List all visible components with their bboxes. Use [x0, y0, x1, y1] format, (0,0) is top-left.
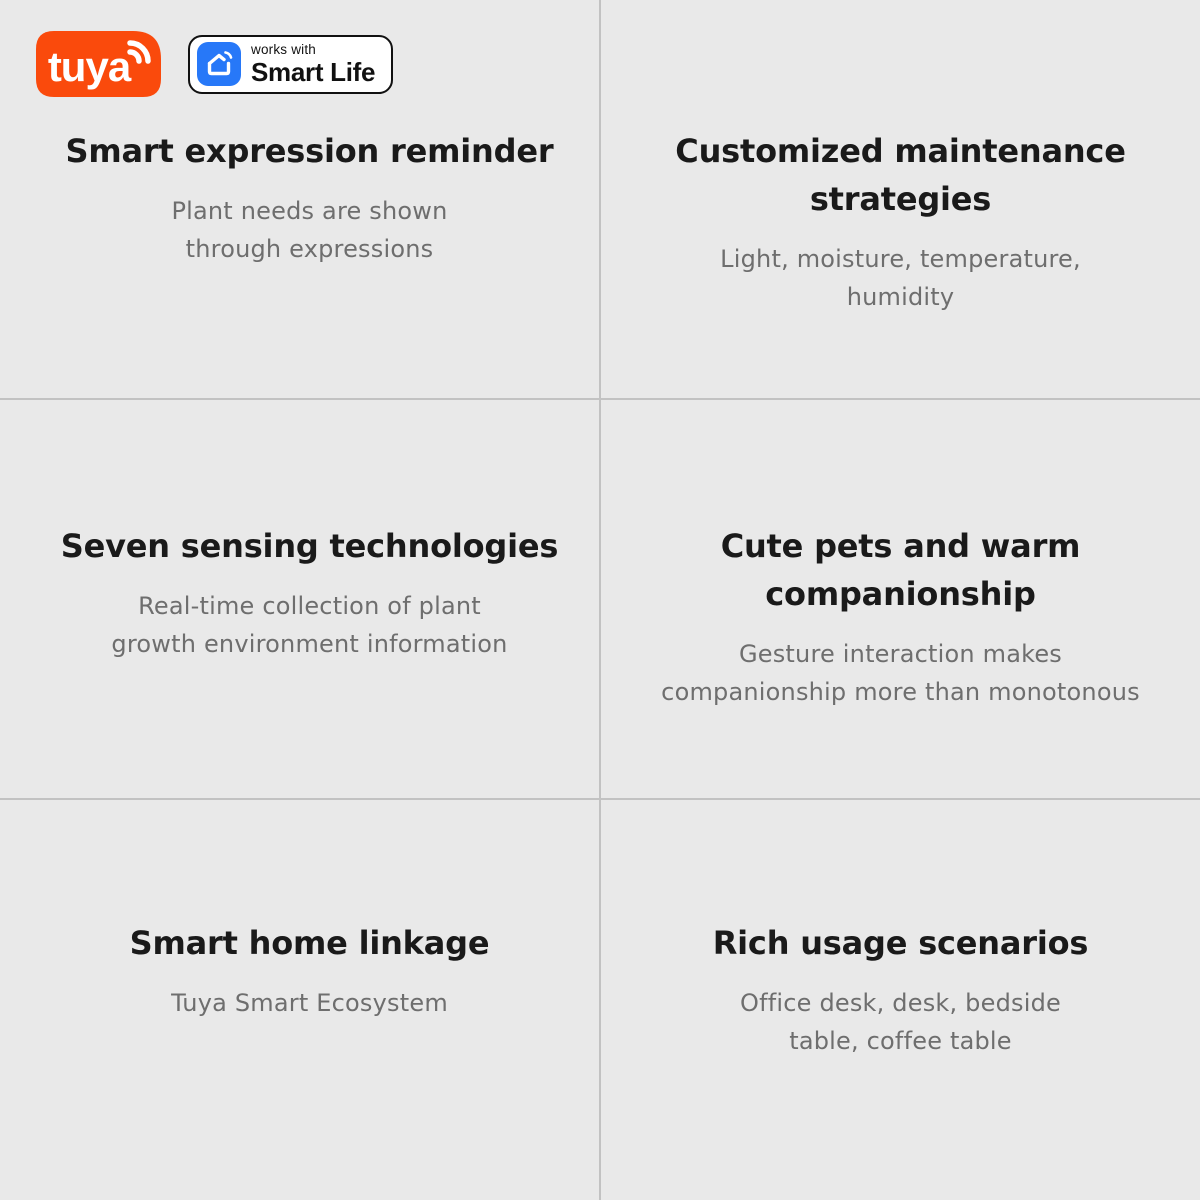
feature-subtitle-line: growth environment information: [111, 630, 508, 658]
feature-title-line: Customized maintenance: [675, 132, 1126, 170]
feature-title-line: Seven sensing technologies: [60, 527, 559, 565]
feature-subtitle-line: Gesture interaction makes: [738, 640, 1063, 668]
tuya-logo: [36, 31, 161, 97]
feature-title-line: Smart expression reminder: [65, 132, 554, 170]
feature-title: [10, 127, 599, 175]
feature-title-line: Smart home linkage: [129, 924, 490, 962]
feature-title: [10, 522, 599, 570]
smart-life-badge: [188, 35, 393, 94]
feature-subtitle: [10, 984, 599, 1022]
feature-subtitle-line: Plant needs are shown: [171, 197, 448, 225]
feature-subtitle: [10, 587, 599, 663]
feature-title-line: companionship: [765, 575, 1036, 613]
feature-cell-smart-expression-reminder: [0, 0, 599, 398]
feature-subtitle-line: table, coffee table: [789, 1027, 1012, 1055]
feature-title: [601, 522, 1200, 618]
badge-text: [251, 42, 375, 86]
feature-subtitle: [601, 240, 1200, 316]
feature-title: [10, 919, 599, 967]
feature-subtitle-line: companionship more than monotonous: [661, 678, 1140, 706]
feature-subtitle-line: Light, moisture, temperature,: [720, 245, 1081, 273]
feature-text: [601, 522, 1200, 711]
tuya-wordmark: tuya: [47, 43, 131, 90]
feature-title: [601, 127, 1200, 223]
feature-subtitle: [601, 635, 1200, 711]
feature-text: [10, 127, 599, 268]
feature-text: [10, 522, 599, 663]
feature-title-line: Cute pets and warm: [720, 527, 1081, 565]
feature-title-line: strategies: [809, 180, 992, 218]
badge-works-with-label: works with: [251, 42, 317, 57]
feature-cell-smart-home-linkage: [0, 800, 599, 1200]
feature-subtitle-line: Real-time collection of plant: [138, 592, 481, 620]
brand-row: [36, 31, 393, 97]
feature-cell-rich-usage-scenarios: [601, 800, 1200, 1200]
feature-subtitle-line: Tuya Smart Ecosystem: [171, 989, 448, 1017]
feature-cell-seven-sensing: [0, 400, 599, 798]
feature-title-line: Rich usage scenarios: [712, 924, 1089, 962]
feature-subtitle-line: through expressions: [185, 235, 434, 263]
feature-subtitle-line: humidity: [846, 283, 955, 311]
feature-subtitle: [601, 984, 1200, 1060]
feature-text: [601, 127, 1200, 316]
feature-subtitle: [10, 192, 599, 268]
feature-text: [10, 919, 599, 1022]
badge-smart-life-label: Smart Life: [251, 57, 376, 87]
feature-cell-cute-pets: [601, 400, 1200, 798]
feature-subtitle-line: Office desk, desk, bedside: [740, 989, 1061, 1017]
smart-life-house-icon: [197, 42, 241, 86]
feature-text: [601, 919, 1200, 1060]
feature-cell-customized-maintenance: [601, 0, 1200, 398]
feature-title: [601, 919, 1200, 967]
